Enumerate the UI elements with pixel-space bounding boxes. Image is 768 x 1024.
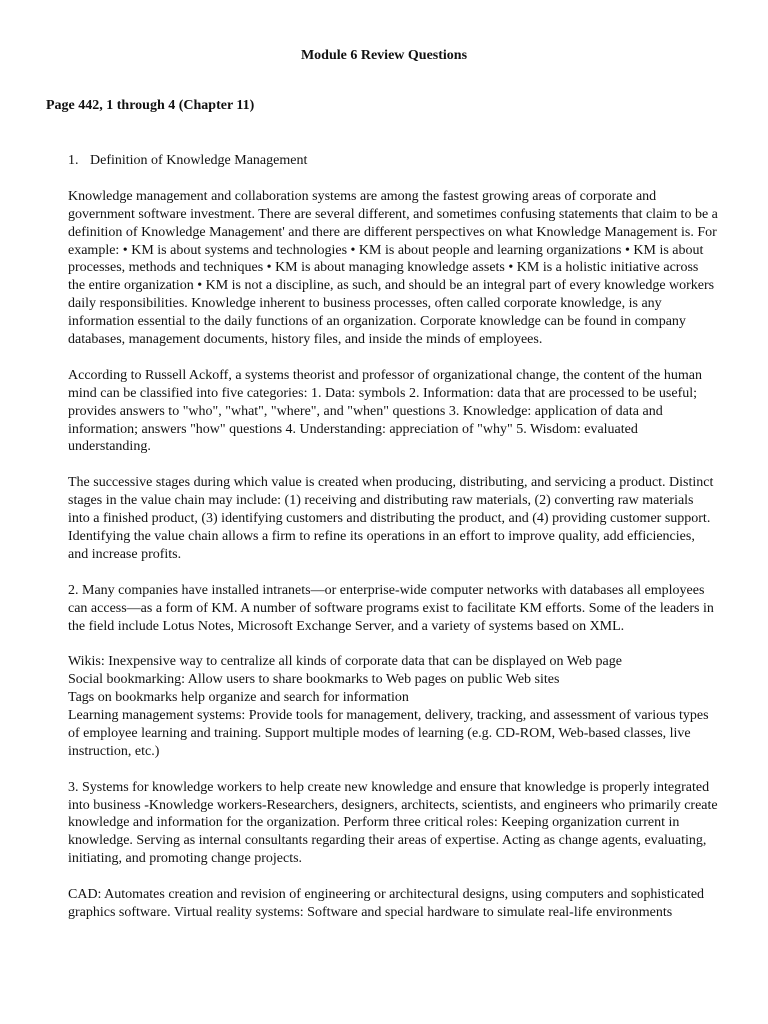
paragraph-cad: CAD: Automates creation and revision of engineering or architectural designs, using computers and sophisticated graphics software. Virtual reality systems: Software and special hardware to simulate real-life environments (68, 887, 705, 920)
paragraph-intranets: 2. Many companies have installed intranets—or enterprise-wide computer networks with databases all employees can access—as a form of KM. A number of software programs exist to facilitate KM efforts. Some of the leaders in the field include Lotus Notes, Microsoft Exchange Server, and a variety of systems based on XML. (68, 582, 714, 634)
line-wikis: Wikis: Inexpensive way to centralize all kinds of corporate data that can be displayed on Web page (68, 654, 622, 670)
section-1-title: Definition of Knowledge Management (90, 153, 308, 168)
section-1-number: 1. (68, 153, 79, 168)
page-title: Module 6 Review Questions (300, 48, 468, 63)
section-1-heading (68, 152, 718, 170)
paragraph-collaboration-tools (68, 653, 718, 760)
paragraph-value-chain: The successive stages during which value is created when producing, distributing, and servicing a product. Distinct stages in the value chain may include: (1) receiving and distributing raw materials, (2) converting raw materials into a finished product, (3) identifying customers and distributing the product, and (4) providing customer support. Identifying the value chain allows a firm to refine its operations in an effort to improve quality, add efficiencies, and increase profits. (68, 475, 714, 562)
paragraph-ackoff: According to Russell Ackoff, a systems theorist and professor of organizational change, the content of the human mind can be classified into five categories: 1. Data: symbols 2. Information: data that are processed to be useful; provides answers to "who", "what", "where", and "when" questions 3. Knowledge: application of data and information; answers "how" questions 4. Understanding: appreciation of "why" 5. Wisdom: evaluated understanding. (68, 367, 702, 455)
line-tags: Tags on bookmarks help organize and search for information (68, 690, 409, 706)
paragraph-knowledge-workers: 3. Systems for knowledge workers to help create new knowledge and ensure that knowledge is properly integrated into business -Knowledge workers-Researchers, designers, architects, scientists, and engineers who primarily create knowledge and information for the organization. Perform three critical roles: Keeping organization current in knowledge. Serving as internal consultants regarding their areas of expertise. Acting as change agents, evaluating, initiating, and promoting change projects. (68, 779, 718, 867)
paragraph-km-overview: Knowledge management and collaboration systems are among the fastest growing areas of corporate and government software investment. There are several different, and sometimes confusing statements that claim to be a definition of Knowledge Management' and there are different perspectives on what Knowledge Management is. For example: • KM is about systems and technologies • KM is about people and learning organizations • KM is about processes, methods and techniques • KM is about managing knowledge assets • KM is a holistic initiative across the entire organization • KM is not a discipline, as such, and should be an integral part of every knowledge workers daily responsibilities. Knowledge inherent to business processes, often called corporate knowledge, is any information essential to the daily functions of an organization. Corporate knowledge can be found in company databases, management documents, history files, and inside the minds of employees. (68, 188, 718, 348)
line-learning-management: Learning management systems: Provide tools for management, delivery, tracking, and assessment of various types of employee learning and training. Support multiple modes of learning (e.g. CD-ROM, Web-based classes, live instruction, etc.) (68, 708, 709, 759)
page-subtitle: Page 442, 1 through 4 (Chapter 11) (46, 98, 255, 113)
document-body (68, 152, 718, 940)
line-social-bookmarking: Social bookmarking: Allow users to share bookmarks to Web pages on public Web sites (68, 672, 560, 688)
